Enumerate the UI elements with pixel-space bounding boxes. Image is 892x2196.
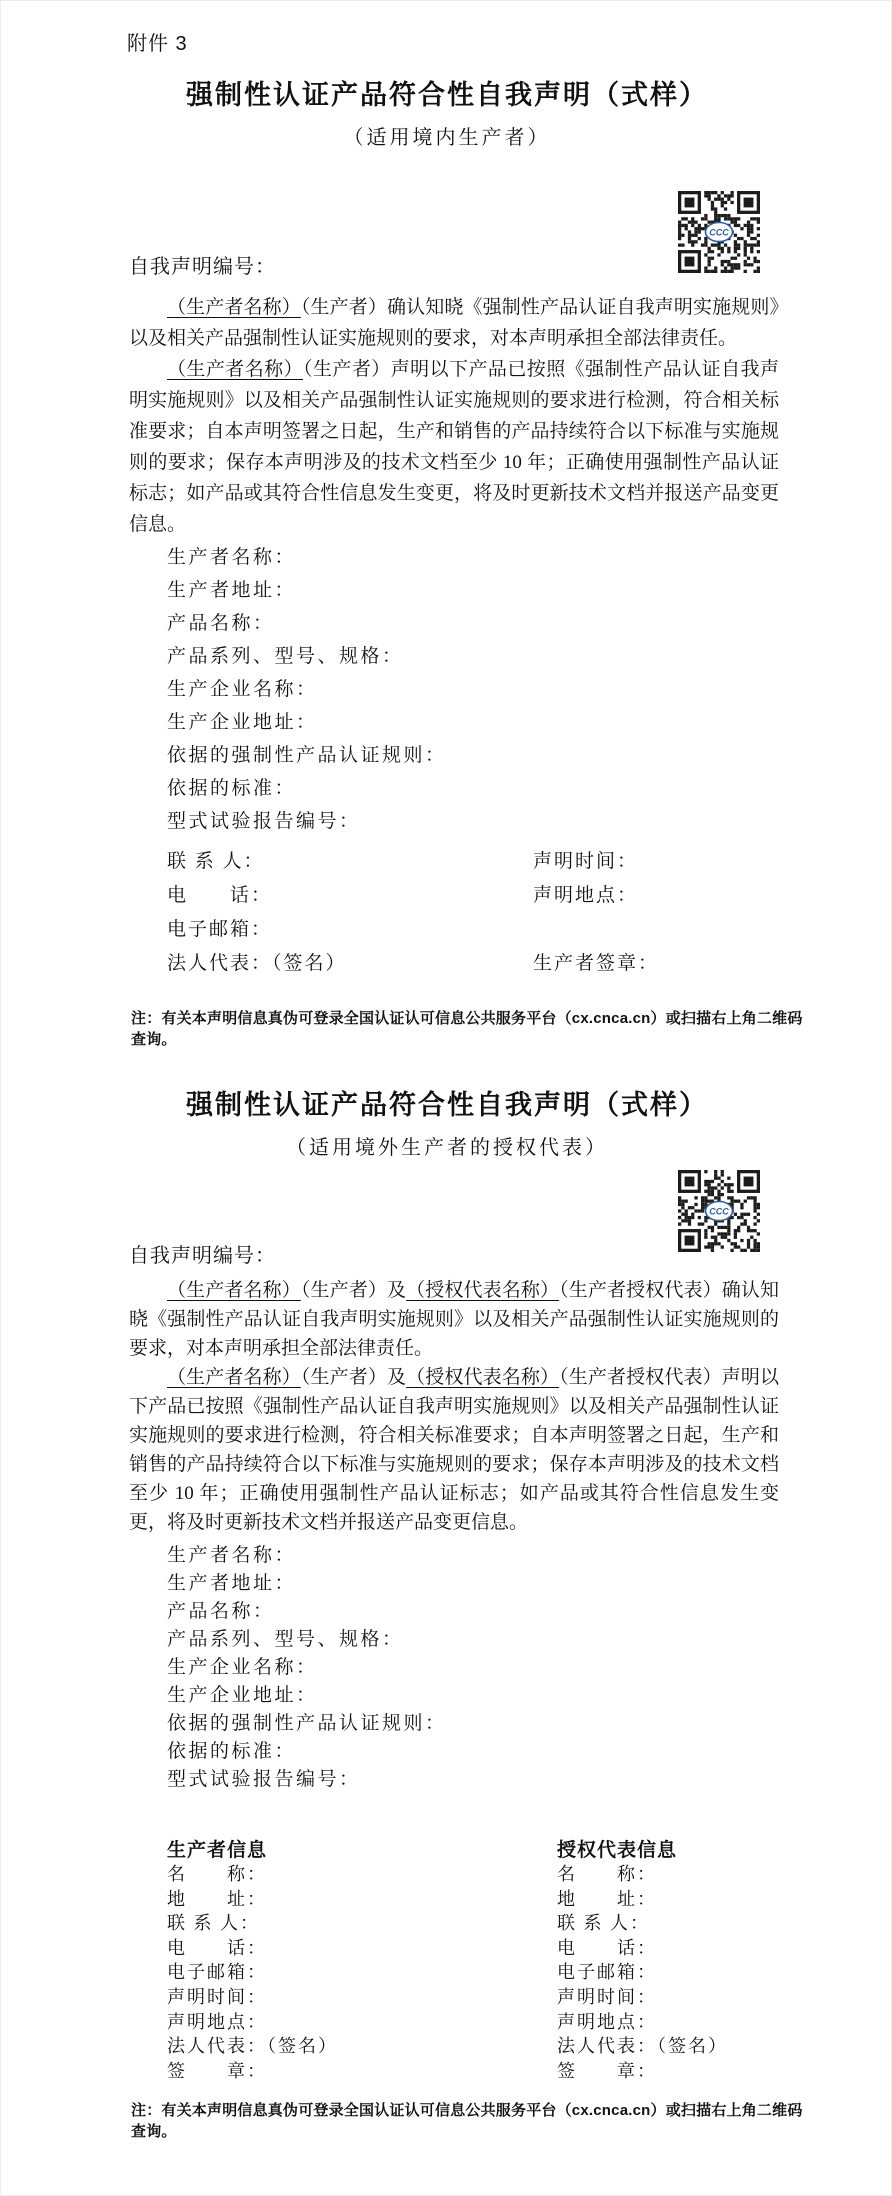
declaration-paragraphs bbox=[129, 1276, 779, 1537]
list-item-label: 型式试验报告编号： bbox=[167, 1769, 361, 1790]
list-item-label: 法人代表：（签名） bbox=[167, 2036, 338, 2057]
underlined-placeholder: （授权代表名称） bbox=[406, 1280, 560, 1301]
list-item-label: 声明地点： bbox=[557, 2011, 657, 2032]
list-item-label: 依据的标准： bbox=[167, 1741, 297, 1762]
qr-code-image bbox=[678, 1170, 760, 1252]
section1-note: 注：有关本声明信息真伪可登录全国认证认可信息公共服务平台（cx.cnca.cn）或扫描右上角二维码查询。 bbox=[131, 1010, 803, 1048]
paragraph bbox=[129, 1363, 779, 1537]
declaration-number-label: 自我声明编号： bbox=[129, 256, 276, 278]
list-item-label: 生产企业名称： bbox=[167, 679, 318, 700]
list-item-label: 产品系列、型号、规格： bbox=[167, 646, 404, 667]
paragraph bbox=[129, 1276, 779, 1363]
list-item-label: 电子邮箱： bbox=[167, 919, 273, 940]
list-item-label: 依据的标准： bbox=[167, 778, 297, 799]
list-item-label bbox=[533, 913, 659, 947]
list-item-label: 生产企业地址： bbox=[167, 712, 318, 733]
contact-block bbox=[167, 845, 659, 981]
agent-info-column bbox=[557, 1835, 728, 2083]
paragraph bbox=[129, 292, 779, 354]
list-item-label: 签 章： bbox=[557, 2060, 657, 2081]
section1-title: 强制性认证产品符合性自我声明（式样） bbox=[186, 80, 708, 110]
list-item-label: 法人代表：（签名） bbox=[167, 953, 347, 974]
attachment-label: 附件 3 bbox=[127, 33, 188, 55]
text-segment: （生产者）声明以下产品已按照《强制性产品认证自我声明实施规则》以及相关产品强制性认证实施规则的要求进行检测，符合相关标准要求；自本声明签署之日起，生产和销售的产品持续符合以下标准与实施规则的要求；保存本声明涉及的技术文档至少 10 年；正确使用强制性产品认证标志；如产品或其符合性信息发生变更，将及时更新技术文档并报送产品变更信息。 bbox=[129, 359, 779, 535]
section2-subtitle: （适用境外生产者的授权代表） bbox=[286, 1137, 608, 1159]
list-item-label: 生产者名称： bbox=[167, 1545, 297, 1566]
list-item-label: 声明时间： bbox=[167, 1986, 267, 2007]
text-segment: （生产者）确认知晓《强制性产品认证自我声明实施规则》以及相关产品强制性认证实施规则的要求，对本声明承担全部法律责任。 bbox=[129, 297, 779, 349]
list-item-label: 生产企业地址： bbox=[167, 1685, 318, 1706]
list-item-label: 声明时间： bbox=[533, 851, 639, 872]
text-segment: （生产者）及 bbox=[300, 1280, 407, 1301]
list-item-label: 产品名称： bbox=[167, 1601, 275, 1622]
list-item-label: 产品名称： bbox=[167, 613, 275, 634]
list-item-label: 生产者签章： bbox=[533, 953, 660, 974]
list-item-label: 名 称： bbox=[557, 1864, 657, 1884]
list-item-label: 声明地点： bbox=[167, 2011, 267, 2032]
list-item-label: 产品系列、型号、规格： bbox=[167, 1629, 404, 1650]
ccc-qr-code bbox=[678, 1170, 760, 1252]
list-item-label: 型式试验报告编号： bbox=[167, 811, 361, 832]
list-item-label: 依据的强制性产品认证规则： bbox=[167, 1713, 447, 1734]
list-item-label: 电 话： bbox=[557, 1937, 657, 1958]
paragraph bbox=[129, 354, 779, 540]
underlined-placeholder: （授权代表名称） bbox=[406, 1367, 560, 1388]
contact-left-column bbox=[167, 845, 533, 981]
list-item-label: 生产者地址： bbox=[167, 580, 297, 601]
list-item-label: 地 址： bbox=[167, 1888, 267, 1909]
underlined-placeholder: （生产者名称） bbox=[167, 1280, 301, 1301]
section1-subtitle: （适用境内生产者） bbox=[343, 127, 551, 149]
info-columns bbox=[167, 1835, 728, 2083]
list-item-label: 电 话： bbox=[167, 1937, 267, 1958]
list-item-label: 生产者名称： bbox=[167, 547, 297, 568]
list-item-label: 电子邮箱： bbox=[557, 1962, 657, 1983]
producer-info-header: 生产者信息 bbox=[167, 1840, 268, 1861]
agent-info-header: 授权代表信息 bbox=[557, 1840, 678, 1861]
declaration-number-label: 自我声明编号： bbox=[129, 1245, 276, 1267]
svg-text:CCC: CCC bbox=[709, 1206, 729, 1217]
list-item-label: 联 系 人： bbox=[167, 851, 265, 872]
ccc-qr-code bbox=[678, 191, 760, 273]
list-item-label: 电 话： bbox=[167, 885, 273, 906]
list-item-label: 名 称： bbox=[167, 1864, 267, 1884]
list-item-label: 法人代表：（签名） bbox=[557, 2036, 728, 2057]
product-field-list bbox=[167, 541, 447, 838]
list-item-label: 声明地点： bbox=[533, 885, 639, 906]
text-segment: （生产者授权代表）确认知晓《强制性产品认证自我声明实施规则》以及相关产品强制性认证实施规则的要求，对本声明承担全部法律责任。 bbox=[129, 1280, 779, 1359]
list-item-label: 依据的强制性产品认证规则： bbox=[167, 745, 447, 766]
underlined-placeholder: （生产者名称） bbox=[167, 359, 304, 380]
contact-right-column bbox=[533, 845, 659, 981]
list-item-label: 生产者地址： bbox=[167, 1573, 297, 1594]
product-field-list bbox=[167, 1542, 447, 1794]
list-item-label: 联 系 人： bbox=[557, 1913, 650, 1934]
section2-note: 注：有关本声明信息真伪可登录全国认证认可信息公共服务平台（cx.cnca.cn）或扫描右上角二维码查询。 bbox=[131, 2102, 803, 2140]
section2-title: 强制性认证产品符合性自我声明（式样） bbox=[186, 1090, 708, 1120]
list-item-label: 生产企业名称： bbox=[167, 1657, 318, 1678]
underlined-placeholder: （生产者名称） bbox=[167, 1367, 301, 1388]
text-segment: （生产者）及 bbox=[300, 1367, 407, 1388]
list-item-label: 地 址： bbox=[557, 1888, 657, 1909]
underlined-placeholder: （生产者名称） bbox=[167, 297, 301, 318]
list-item-label: 电子邮箱： bbox=[167, 1962, 267, 1983]
list-item-label: 声明时间： bbox=[557, 1986, 657, 2007]
producer-info-column bbox=[167, 1835, 557, 2083]
svg-text:CCC: CCC bbox=[709, 227, 729, 238]
text-segment: （生产者授权代表）声明以下产品已按照《强制性产品认证自我声明实施规则》以及相关产品强制性认证实施规则的要求进行检测，符合相关标准要求；自本声明签署之日起，生产和销售的产品持续符合以下标准与实施规则的要求；保存本声明涉及的技术文档至少 10 年；正确使用强制性产品认证标志；如产品或其符合性信息发生变更，将及时更新技术文档并报送产品变更信息。 bbox=[129, 1367, 779, 1533]
list-item-label: 联 系 人： bbox=[167, 1913, 260, 1934]
qr-code-image bbox=[678, 191, 760, 273]
list-item-label: 签 章： bbox=[167, 2060, 267, 2081]
declaration-paragraphs bbox=[129, 292, 779, 540]
